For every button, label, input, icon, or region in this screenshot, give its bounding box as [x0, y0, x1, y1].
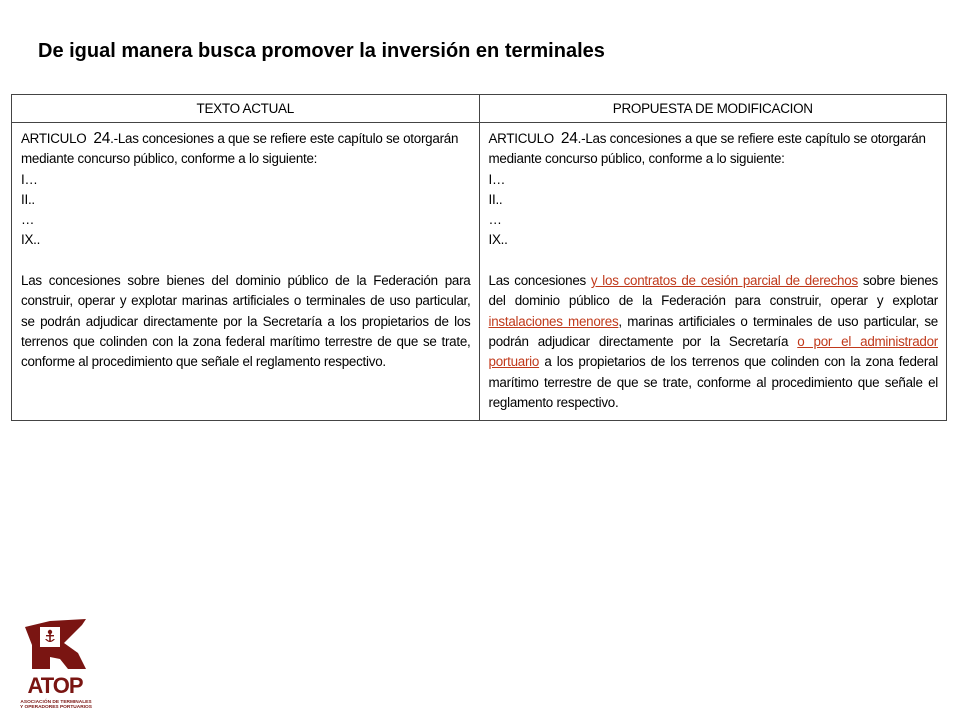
current-article-text: .-Las concesiones a que se refiere este capítulo se otorgarán mediante concurso público, conforme a lo siguiente:	[21, 131, 459, 167]
proposed-item-9: IX..	[488, 232, 508, 248]
proposed-body-text-2: sobre bienes del dominio público de la Federación para construir, operar y explotar	[488, 273, 938, 309]
atop-emblem-icon	[20, 617, 90, 675]
spacer	[489, 251, 939, 271]
spacer	[21, 251, 471, 271]
current-text-cell	[12, 123, 480, 421]
proposed-body-text-4: a los propietarios de los terrenos que colinden con la zona federal marítimo terrestre de que se trate, conforme al procedimiento que señale el reglamento respectivo.	[488, 354, 938, 410]
added-text-administrador-portuario: o por el administrador portuario	[488, 333, 938, 370]
current-article-intro	[21, 129, 471, 170]
comparison-table	[11, 94, 947, 421]
proposed-body-text-3: , marinas artificiales o terminales de uso particular, se podrán adjudicar directamente por la Secretaría	[488, 313, 938, 349]
header-proposed-change: PROPUESTA DE MODIFICACION	[479, 95, 947, 123]
proposed-item-ellipsis: …	[488, 212, 502, 228]
proposed-text-cell	[479, 123, 947, 421]
atop-logo	[20, 617, 90, 715]
header-current-text: TEXTO ACTUAL	[12, 95, 480, 123]
slide-title: De igual manera busca promover la inversión en terminales	[38, 40, 605, 62]
added-text-instalaciones-menores: instalaciones menores	[488, 313, 619, 329]
logo-wordmark: ATOP	[27, 673, 83, 698]
table-row	[12, 123, 947, 421]
proposed-article-text: .-Las concesiones a que se refiere este capítulo se otorgarán mediante concurso público, conforme a lo siguiente:	[488, 131, 926, 167]
proposed-article-label: ARTICULO	[488, 131, 554, 146]
proposed-item-2: II..	[488, 191, 503, 207]
proposed-article-number: 24	[560, 130, 578, 147]
proposed-body-text-1: Las concesiones	[488, 273, 591, 289]
table-header-row	[12, 95, 947, 123]
current-item-ellipsis: …	[21, 212, 35, 228]
current-item-1: I…	[21, 171, 38, 187]
logo-subtitle	[20, 700, 92, 711]
current-article-label: ARTICULO	[21, 131, 87, 146]
logo-subtitle-line-1: ASOCIACIÓN DE TERMINALES	[20, 700, 92, 705]
logo-subtitle-line-2: Y OPERADORES PORTUARIOS	[20, 705, 92, 711]
proposed-article-intro	[489, 129, 939, 170]
current-article-number: 24	[93, 130, 111, 147]
current-body-paragraph: Las concesiones sobre bienes del dominio público de la Federación para construir, operar y explotar marinas artificiales o terminales de uso particular, se podrán adjudicar directamente por la Secretaría a los propietarios de los terrenos que colinden con la zona federal marítimo terrestre de que se trate, conforme al procedimiento que señale el reglamento respectivo.	[21, 273, 471, 370]
proposed-item-1: I…	[488, 171, 506, 187]
added-text-cesion-parcial: y los contratos de cesión parcial de derechos	[590, 273, 858, 289]
current-item-9: IX..	[21, 232, 41, 248]
proposed-body-paragraph	[489, 271, 939, 413]
current-item-2: II..	[21, 191, 35, 207]
